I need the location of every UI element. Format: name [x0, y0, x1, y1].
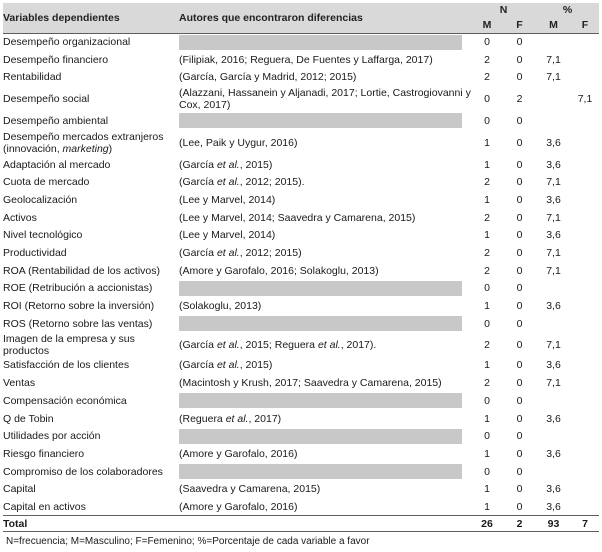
footnote: N=frecuencia; M=Masculino; F=Femenino; %=Porcentaje de cada variable a favor	[6, 536, 370, 547]
pct-m-cell: 3,6	[546, 300, 561, 313]
header-authors: Autores que encontraron diferencias	[179, 3, 471, 33]
n-m-cell: 0	[484, 317, 490, 330]
subheader-pct-m: M	[536, 17, 571, 33]
n-m-cell: 2	[484, 247, 490, 260]
n-f-cell: 0	[516, 193, 523, 206]
n-f-cell: 0	[516, 264, 523, 277]
n-m-cell: 1	[484, 158, 490, 171]
n-f-cell: 0	[516, 114, 523, 127]
n-f-cell: 0	[516, 211, 523, 224]
n-f-cell: 0	[516, 71, 523, 84]
authors-cell: (Solakoglu, 2013)	[179, 300, 262, 313]
table-row	[3, 357, 599, 375]
pct-f-cell	[571, 209, 599, 227]
n-m-cell: 1	[484, 412, 490, 425]
pct-m-cell	[536, 112, 571, 130]
pct-f-cell	[571, 68, 599, 86]
table-row	[3, 498, 599, 516]
pct-f-cell	[571, 357, 599, 375]
total-authors	[179, 516, 471, 532]
authors-cell: (García et al., 2012; 2015).	[179, 176, 305, 189]
n-m-cell: 0	[484, 114, 490, 127]
pct-m-cell	[536, 463, 571, 481]
pct-f-cell	[571, 262, 599, 280]
empty-authors-shading	[179, 316, 462, 331]
variable-cell: ROE (Retribución a accionistas)	[3, 282, 153, 295]
n-f-cell: 0	[516, 394, 523, 407]
pct-f-cell	[571, 498, 599, 516]
subheader-n-m: M	[471, 17, 503, 33]
pct-m-cell	[536, 33, 571, 51]
n-m-cell: 1	[484, 447, 490, 460]
pct-m-cell: 3,6	[546, 158, 561, 171]
table-row	[3, 262, 599, 280]
variable-cell: Utilidades por acción	[3, 430, 101, 443]
authors-cell: (Amore y Garofalo, 2016)	[179, 447, 298, 460]
authors-cell: (Lee y Marvel, 2014)	[179, 229, 276, 242]
n-f-cell: 0	[516, 282, 523, 295]
table-row	[3, 392, 599, 410]
variable-cell: Nivel tecnológico	[3, 229, 83, 242]
pct-m-cell: 3,6	[546, 193, 561, 206]
table-row	[3, 112, 599, 130]
table-row	[3, 51, 599, 69]
variable-cell: Desempeño social	[3, 93, 90, 106]
total-pct-m: 93	[547, 517, 560, 530]
variable-cell: ROS (Retorno sobre las ventas)	[3, 317, 153, 330]
pct-m-cell: 7,1	[546, 264, 561, 277]
empty-authors-shading	[179, 281, 462, 296]
table-row	[3, 410, 599, 428]
n-f-cell: 0	[516, 36, 523, 49]
n-m-cell: 1	[484, 483, 490, 496]
table-row	[3, 280, 599, 298]
authors-cell	[179, 280, 471, 298]
n-m-cell: 2	[484, 53, 490, 66]
n-m-cell: 1	[484, 359, 490, 372]
table-row	[3, 156, 599, 174]
pct-m-cell: 3,6	[546, 500, 561, 513]
table-row	[3, 86, 599, 112]
n-f-cell: 0	[516, 412, 523, 425]
variable-cell: Geolocalización	[3, 193, 78, 206]
variable-cell: Desempeño mercados extranjeros (innovación, marketing)	[3, 130, 164, 155]
pct-m-cell: 7,1	[546, 338, 561, 351]
pct-m-cell	[536, 392, 571, 410]
variable-cell: Riesgo financiero	[3, 447, 85, 460]
variable-cell: Desempeño ambiental	[3, 114, 109, 127]
authors-cell: (García et al., 2012; 2015)	[179, 247, 302, 260]
total-n-m: 26	[481, 517, 493, 530]
n-m-cell: 1	[484, 193, 490, 206]
table-row	[3, 227, 599, 245]
authors-cell	[179, 112, 471, 130]
header-n: N	[471, 3, 536, 17]
n-f-cell: 0	[516, 247, 523, 260]
pct-f-cell	[571, 112, 599, 130]
variable-cell: Activos	[3, 211, 37, 224]
n-f-cell: 0	[516, 53, 523, 66]
authors-cell	[179, 392, 471, 410]
pct-m-cell	[536, 315, 571, 333]
table-row	[3, 130, 599, 156]
authors-cell: (Amore y Garofalo, 2016)	[179, 500, 298, 513]
authors-cell: (Lee y Marvel, 2014)	[179, 193, 276, 206]
pct-f-cell	[571, 130, 599, 156]
table-row	[3, 374, 599, 392]
pct-f-cell	[571, 315, 599, 333]
variable-cell: Desempeño financiero	[3, 53, 109, 66]
authors-cell	[179, 315, 471, 333]
n-m-cell: 1	[484, 300, 490, 313]
table-row	[3, 463, 599, 481]
n-m-cell: 2	[484, 176, 490, 189]
variable-cell: Imagen de la empresa y sus productos	[3, 332, 135, 357]
table-row	[3, 427, 599, 445]
table-row	[3, 297, 599, 315]
n-f-cell: 0	[516, 377, 523, 390]
variable-cell: Cuota de mercado	[3, 176, 90, 189]
n-m-cell: 2	[484, 377, 490, 390]
total-label: Total	[3, 517, 28, 530]
n-m-cell: 0	[484, 282, 490, 295]
subheader-pct-f: F	[571, 17, 599, 33]
n-m-cell: 2	[484, 264, 490, 277]
variable-cell: Q de Tobin	[3, 412, 54, 425]
results-table	[3, 3, 599, 532]
authors-cell: (Filipiak, 2016; Reguera, De Fuentes y Laffarga, 2017)	[179, 53, 433, 66]
n-f-cell: 0	[516, 176, 523, 189]
n-m-cell: 2	[484, 71, 490, 84]
authors-cell: (García et al., 2015)	[179, 158, 273, 171]
authors-cell: (Amore y Garofalo, 2016; Solakoglu, 2013)	[179, 264, 379, 277]
pct-m-cell: 3,6	[546, 483, 561, 496]
table-row	[3, 315, 599, 333]
pct-f-cell	[571, 463, 599, 481]
pct-f-cell	[571, 392, 599, 410]
authors-cell: (García et al., 2015)	[179, 359, 273, 372]
n-m-cell: 1	[484, 136, 490, 149]
n-f-cell: 0	[516, 447, 523, 460]
pct-m-cell	[536, 280, 571, 298]
variable-cell: Compromiso de los colaboradores	[3, 465, 163, 478]
pct-f-cell	[571, 156, 599, 174]
pct-m-cell	[536, 427, 571, 445]
pct-f-cell: 7,1	[577, 93, 593, 106]
pct-f-cell	[571, 33, 599, 51]
table-row	[3, 333, 599, 357]
pct-m-cell: 7,1	[546, 247, 561, 260]
n-f-cell: 2	[516, 93, 523, 106]
n-f-cell: 0	[516, 158, 523, 171]
pct-f-cell	[571, 333, 599, 357]
authors-cell	[179, 33, 471, 51]
pct-f-cell	[571, 297, 599, 315]
total-row	[3, 516, 599, 532]
n-m-cell: 0	[484, 394, 490, 407]
n-f-cell: 0	[516, 359, 523, 372]
n-m-cell: 0	[484, 430, 490, 443]
n-f-cell: 0	[516, 500, 523, 513]
n-f-cell: 0	[516, 300, 523, 313]
pct-f-cell	[571, 173, 599, 191]
authors-cell: (Alazzani, Hassanein y Aljanadi, 2017; Lortie, Castrogiovanni y Cox, 2017)	[179, 87, 471, 112]
pct-f-cell	[571, 374, 599, 392]
pct-f-cell	[571, 410, 599, 428]
authors-cell: (Lee y Marvel, 2014; Saavedra y Camarena, 2015)	[179, 211, 416, 224]
variable-cell: Capital en activos	[3, 500, 86, 513]
pct-f-cell	[571, 445, 599, 463]
n-m-cell: 1	[484, 500, 490, 513]
table-row	[3, 244, 599, 262]
pct-m-cell: 3,6	[546, 229, 561, 242]
total-n-f: 2	[516, 517, 523, 530]
authors-cell: (Macintosh y Krush, 2017; Saavedra y Camarena, 2015)	[179, 377, 442, 390]
pct-m-cell: 3,6	[546, 136, 561, 149]
pct-m-cell: 3,6	[546, 359, 561, 372]
authors-cell: (García, García y Madrid, 2012; 2015)	[179, 71, 357, 84]
pct-f-cell	[571, 51, 599, 69]
n-m-cell: 1	[484, 229, 490, 242]
pct-m-cell: 7,1	[546, 176, 561, 189]
table-row	[3, 480, 599, 498]
n-f-cell: 0	[516, 317, 523, 330]
empty-authors-shading	[179, 35, 462, 50]
authors-cell: (Saavedra y Camarena, 2015)	[179, 483, 321, 496]
n-m-cell: 0	[484, 36, 490, 49]
variable-cell: Capital	[3, 483, 36, 496]
pct-m-cell: 3,6	[546, 412, 561, 425]
subheader-n-f: F	[503, 17, 536, 33]
pct-m-cell: 3,6	[546, 447, 561, 460]
pct-m-cell: 7,1	[546, 71, 561, 84]
pct-f-cell	[571, 480, 599, 498]
header-row	[3, 3, 599, 17]
table-row	[3, 33, 599, 51]
pct-f-cell	[571, 244, 599, 262]
empty-authors-shading	[179, 113, 462, 128]
empty-authors-shading	[179, 464, 462, 479]
table-body	[3, 33, 599, 516]
empty-authors-shading	[179, 429, 462, 444]
variable-cell: Ventas	[3, 377, 36, 390]
variable-cell: ROA (Rentabilidad de los activos)	[3, 264, 160, 277]
table-row	[3, 445, 599, 463]
authors-cell	[179, 427, 471, 445]
variable-cell: Rentabilidad	[3, 71, 62, 84]
authors-cell: (Reguera et al., 2017)	[179, 412, 282, 425]
n-f-cell: 0	[516, 465, 523, 478]
header-percent: %	[536, 3, 599, 17]
variable-cell: Productividad	[3, 247, 67, 260]
pct-f-cell	[571, 191, 599, 209]
n-f-cell: 0	[516, 136, 523, 149]
header-variables: Variables dependientes	[3, 3, 179, 33]
pct-f-cell	[571, 280, 599, 298]
variable-cell: Compensación económica	[3, 394, 127, 407]
pct-m-cell: 7,1	[546, 53, 561, 66]
pct-m-cell	[536, 86, 571, 112]
pct-m-cell: 7,1	[546, 211, 561, 224]
pct-m-cell: 7,1	[546, 377, 561, 390]
pct-f-cell	[571, 427, 599, 445]
table-row	[3, 68, 599, 86]
n-f-cell: 0	[516, 483, 523, 496]
n-f-cell: 0	[516, 338, 523, 351]
table-row	[3, 173, 599, 191]
authors-cell: (Lee, Paik y Uygur, 2016)	[179, 136, 298, 149]
variable-cell: Satisfacción de los clientes	[3, 359, 130, 372]
table-row	[3, 191, 599, 209]
total-pct-f: 7	[582, 517, 588, 530]
authors-cell	[179, 463, 471, 481]
pct-f-cell	[571, 227, 599, 245]
n-m-cell: 2	[484, 338, 490, 351]
n-m-cell: 0	[484, 93, 490, 106]
variable-cell: Desempeño organizacional	[3, 36, 131, 49]
n-m-cell: 2	[484, 211, 490, 224]
empty-authors-shading	[179, 393, 462, 408]
authors-cell: (García et al., 2015; Reguera et al., 2017).	[179, 338, 377, 351]
variable-cell: Adaptación al mercado	[3, 158, 111, 171]
n-m-cell: 0	[484, 465, 490, 478]
n-f-cell: 0	[516, 229, 523, 242]
variable-cell: ROI (Retorno sobre la inversión)	[3, 300, 155, 313]
table-row	[3, 209, 599, 227]
n-f-cell: 0	[516, 430, 523, 443]
